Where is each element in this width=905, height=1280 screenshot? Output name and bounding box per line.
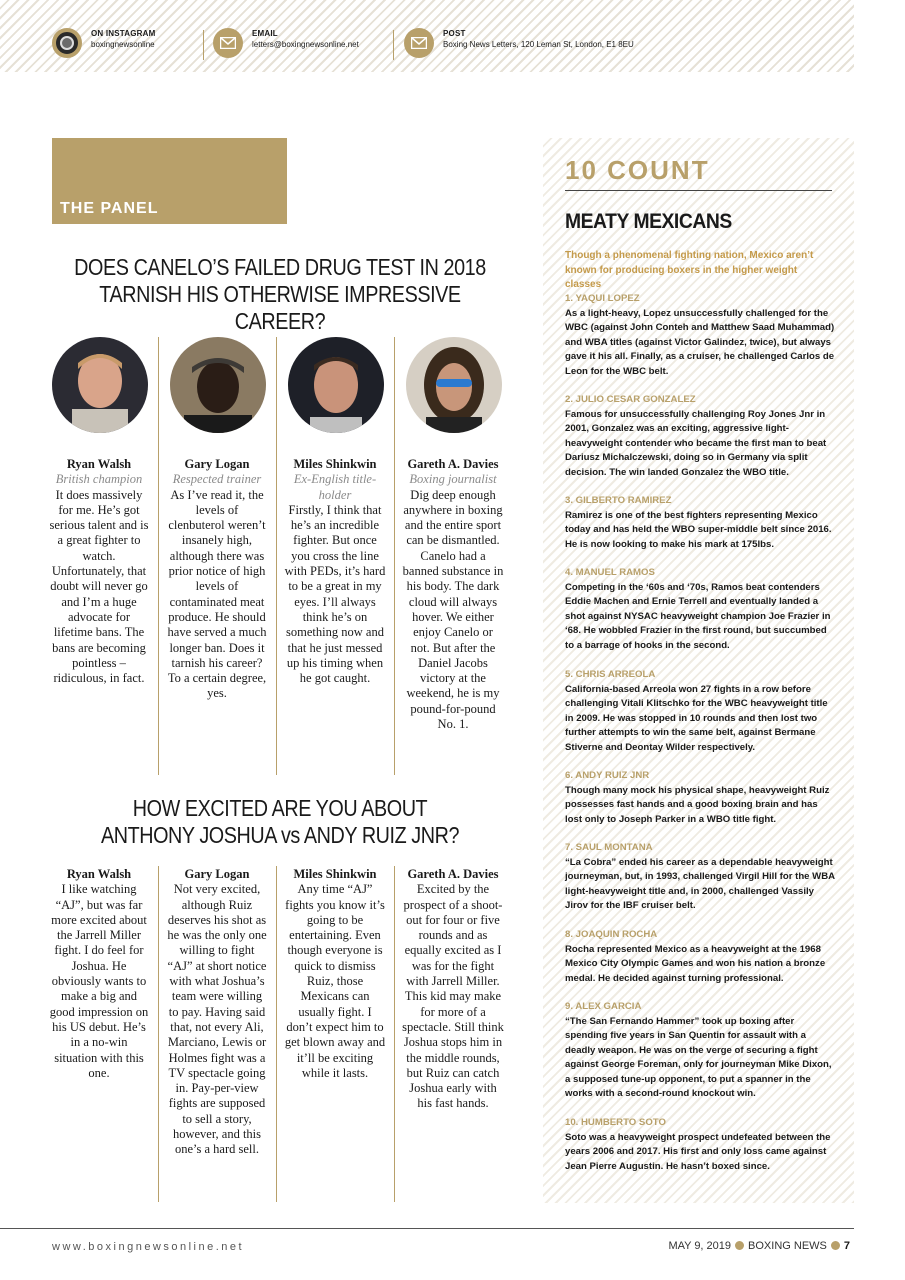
- instagram-contact[interactable]: [52, 28, 155, 58]
- avatar-gary-logan: [170, 337, 266, 433]
- footer-folio: [668, 1240, 850, 1252]
- list-item-title: 2. JULIO CESAR GONZALEZ: [565, 394, 696, 405]
- panelist-column-ryan-walsh: [48, 457, 150, 686]
- list-item: [565, 393, 835, 480]
- list-item: [565, 1116, 835, 1174]
- question-2-line-1: HOW EXCITED ARE YOU ABOUT: [132, 795, 428, 821]
- column-divider: [276, 337, 277, 775]
- question-2-heading: [74, 795, 487, 849]
- panelist-name: Ryan Walsh: [66, 457, 132, 471]
- avatar-ryan-walsh: [52, 337, 148, 433]
- list-item: [565, 668, 835, 755]
- panelist-name: Gareth A. Davies: [407, 867, 499, 881]
- sidebar-kicker: 10 COUNT: [565, 155, 710, 185]
- list-item-body: Famous for unsuccessfully challenging Roy Jones Jnr in 2001, Gonzalez was an exciting, aggressive light-heavyweight contender who became the first man to beat Dariusz Michalczewski, doing so in Germany via split decision. The win landed Gonzalez the WBO title.: [565, 408, 827, 478]
- panel-tag-label: THE PANEL: [60, 200, 159, 217]
- email-label: EMAIL: [252, 29, 278, 38]
- footer-rule: [0, 1228, 854, 1229]
- contact-header: [0, 0, 854, 72]
- panelist-name: Gary Logan: [184, 457, 250, 471]
- column-divider: [394, 866, 395, 1202]
- panelist-answer: Firstly, I think that he’s an incredible fighter. But once you cross the line with PEDs, it’s hard to be a great in my eyes. I’ll always think he’s on something now and that he just messed up his timing when he got caught.: [284, 502, 386, 686]
- panelist-column-miles-shinkwin: [284, 457, 386, 686]
- instagram-icon: [52, 28, 82, 58]
- question-2-line-2: ANTHONY JOSHUA vs ANDY RUIZ JNR?: [100, 822, 460, 848]
- list-item-title: 7. SAUL MONTANA: [565, 842, 653, 853]
- list-item: [565, 494, 835, 552]
- column-divider: [276, 866, 277, 1202]
- list-item-body: Competing in the ‘60s and ‘70s, Ramos beat contenders Eddie Machen and Ernie Terrell and eventually landed a shot against NYSAC heavyweight champion Joe Frazier in ‘68. He wobbled Frazier in the first round, but succumbed to a barrage of hooks in the second.: [565, 581, 831, 651]
- page-number: 7: [843, 1240, 850, 1252]
- panelist-answer: Any time “AJ” fights you know it’s going to be entertaining. Even though everyone is quick to dismiss Ruiz, those Mexicans can usually fight. I don’t expect him to get blown away and it’ll be exciting while it lasts.: [284, 882, 386, 1080]
- envelope-icon: [213, 28, 243, 58]
- question-1-line-1: DOES CANELO’S FAILED DRUG TEST IN 2018: [74, 254, 486, 280]
- panelist-role: Boxing journalist: [409, 472, 497, 487]
- envelope-icon: [404, 28, 434, 58]
- column-divider: [158, 337, 159, 775]
- divider: [203, 30, 204, 60]
- question-1-line-2: TARNISH HIS OTHERWISE IMPRESSIVE CAREER?: [99, 281, 461, 334]
- list-item-body: Ramirez is one of the best fighters representing Mexico today and has held the WBO super-middle belt since 2016. He is now looking to make his mark at 175lbs.: [565, 509, 832, 550]
- list-item-body: As a light-heavy, Lopez unsuccessfully challenged for the WBC (against John Conteh and Matthew Saad Muhammad) and WBA titles (against Victor Galindez, twice), but always gave it his all. Finally, as a cruiser, he challenged Carlos de Leon for the WBC belt.: [565, 307, 835, 377]
- footer-date: MAY 9, 2019: [668, 1240, 732, 1252]
- instagram-handle: boxingnewsonline: [91, 40, 155, 49]
- sidebar-rule: [565, 190, 832, 191]
- panelist-column-gary-logan: [166, 457, 268, 702]
- column-divider: [158, 866, 159, 1202]
- email-contact[interactable]: [213, 28, 359, 58]
- panelist-answer: Not very excited, although Ruiz deserves his shot as he was the only one willing to fight “AJ” at short notice with what Joshua’s team were willing to pay. Having said that, not every Ali, Marciano, Lewis or Holmes fight was a TV spectacle going in. Pay-per-view fights are supposed to sell a story, however, and this one’s a hard sell.: [167, 882, 267, 1157]
- list-item-title: 10. HUMBERTO SOTO: [565, 1117, 666, 1128]
- footer-publication: BOXING NEWS: [748, 1240, 827, 1252]
- list-item-body: “The San Fernando Hammer” took up boxing after spending five years in San Quentin for assault with a deadly weapon. He was on the verge of securing a fight against George Foreman, only for journeyman Mike Dixon, a supposed tune-up opponent, to put a spanner in the works with a second-round knockout win.: [565, 1015, 832, 1099]
- avatar-gareth-davies: [406, 337, 502, 433]
- list-item: [565, 566, 835, 653]
- panelist-column-gareth-davies: [402, 457, 504, 732]
- list-item-body: Though many mock his physical shape, heavyweight Ruiz possesses fast hands and a good boxing brain and has lost only to Joseph Parker in a WBO title fight.: [565, 784, 830, 825]
- panelist-answer: It does massively for me. He’s got serious talent and is a great fighter to watch. Unfortunately, that doubt will never go and I’m a huge advocate for lifetime bans. The bans are becoming pointless – ridiculous, in fact.: [49, 487, 149, 686]
- list-item-title: 6. ANDY RUIZ JNR: [565, 770, 650, 781]
- list-item-body: Soto was a heavyweight prospect undefeated between the years 2006 and 2017. His first and only loss came against Jean Pierre Augustin. He hasn’t boxed since.: [565, 1131, 831, 1172]
- list-item: [565, 928, 835, 986]
- list-item-body: “La Cobra” ended his career as a dependable heavyweight journeyman, but, in 1993, challenged Virgil Hill for the WBA light-heavyweight title and, in 2000, challenged Vassily Jirov for the IBF cruiser belt.: [565, 856, 835, 911]
- bullet-icon: [735, 1241, 744, 1250]
- list-item-title: 5. CHRIS ARREOLA: [565, 669, 656, 680]
- instagram-label: ON INSTAGRAM: [91, 29, 156, 38]
- panelist-answer: Excited by the prospect of a shoot-out for four or five rounds and as equally excited as I was for the fight with Jarrell Miller. This kid may make for more of a spectacle. Still think Joshua stops him in the middle rounds, but Ruiz can catch Joshua early with his fast hands.: [402, 882, 504, 1111]
- panel-tag: [52, 138, 287, 224]
- list-item-title: 4. MANUEL RAMOS: [565, 567, 655, 578]
- list-item: [565, 769, 835, 827]
- panelist-column-gareth-davies-q2: [402, 867, 504, 1112]
- panelist-name: Miles Shinkwin: [293, 457, 377, 471]
- sidebar-title: MEATY MEXICANS: [565, 210, 732, 233]
- divider: [393, 30, 394, 60]
- column-divider: [394, 337, 395, 775]
- avatar-miles-shinkwin: [288, 337, 384, 433]
- panelist-name: Gareth A. Davies: [407, 457, 499, 471]
- panelist-column-ryan-walsh-q2: [48, 867, 150, 1081]
- list-item-title: 1. YAQUI LOPEZ: [565, 293, 640, 304]
- list-item: [565, 292, 835, 379]
- bullet-icon: [831, 1241, 840, 1250]
- list-item-body: California-based Arreola won 27 fights in a row before challenging Vitali Klitschko for the WBC heavyweight title in 2009. He was stopped in 10 rounds and then lost two further attempts to win the same belt, against Bermane Stiverne and Deontay Wilder respectively.: [565, 683, 828, 753]
- question-1-heading: [74, 254, 487, 335]
- post-address: Boxing News Letters, 120 Leman St, London, E1 8EU: [443, 40, 634, 49]
- panelist-answer: I like watching “AJ”, but was far more excited about the Jarrell Miller fight. I do feel for Joshua. He obviously wants to make a big and good impression on his US debut. He’s in a no-win situation with this one.: [49, 882, 149, 1080]
- list-item-title: 3. GILBERTO RAMIREZ: [565, 495, 672, 506]
- panelist-column-miles-shinkwin-q2: [284, 867, 386, 1081]
- list-item-title: 9. ALEX GARCIA: [565, 1001, 642, 1012]
- panelist-name: Miles Shinkwin: [293, 867, 377, 881]
- list-item-body: Rocha represented Mexico as a heavyweight at the 1968 Mexico City Olympic Games and won his nation a bronze medal. He decided against turning professional.: [565, 943, 826, 984]
- footer-website[interactable]: www.boxingnewsonline.net: [52, 1241, 245, 1253]
- panelist-column-gary-logan-q2: [166, 867, 268, 1158]
- list-item-title: 8. JOAQUIN ROCHA: [565, 929, 658, 940]
- post-contact: [404, 28, 634, 58]
- list-item: [565, 1000, 835, 1102]
- email-address: letters@boxingnewsonline.net: [252, 40, 359, 49]
- sidebar-intro: Though a phenomenal fighting nation, Mexico aren’t known for producing boxers in the higher weight classes: [565, 250, 814, 290]
- panelist-answer: As I’ve read it, the levels of clenbuterol weren’t insanely high, although there was prior notice of high levels of contaminated meat produce. He should have served a much longer ban. Does it tarnish his career? To a certain degree, yes.: [167, 487, 267, 701]
- panelist-name: Ryan Walsh: [66, 867, 132, 881]
- post-label: POST: [443, 29, 466, 38]
- panelist-role: Ex-English title-holder: [293, 472, 377, 502]
- list-item: [565, 841, 835, 914]
- panelist-answer: Dig deep enough anywhere in boxing and the entire sport can be dismantled. Canelo had a banned substance in his body. The dark cloud will always hover. We either enjoy Canelo or not. But after the Daniel Jacobs victory at the weekend, he is my pound-for-pound No. 1.: [402, 487, 504, 732]
- panelist-role: Respected trainer: [172, 472, 262, 487]
- panelist-role: British champion: [55, 472, 143, 487]
- panelist-name: Gary Logan: [184, 867, 250, 881]
